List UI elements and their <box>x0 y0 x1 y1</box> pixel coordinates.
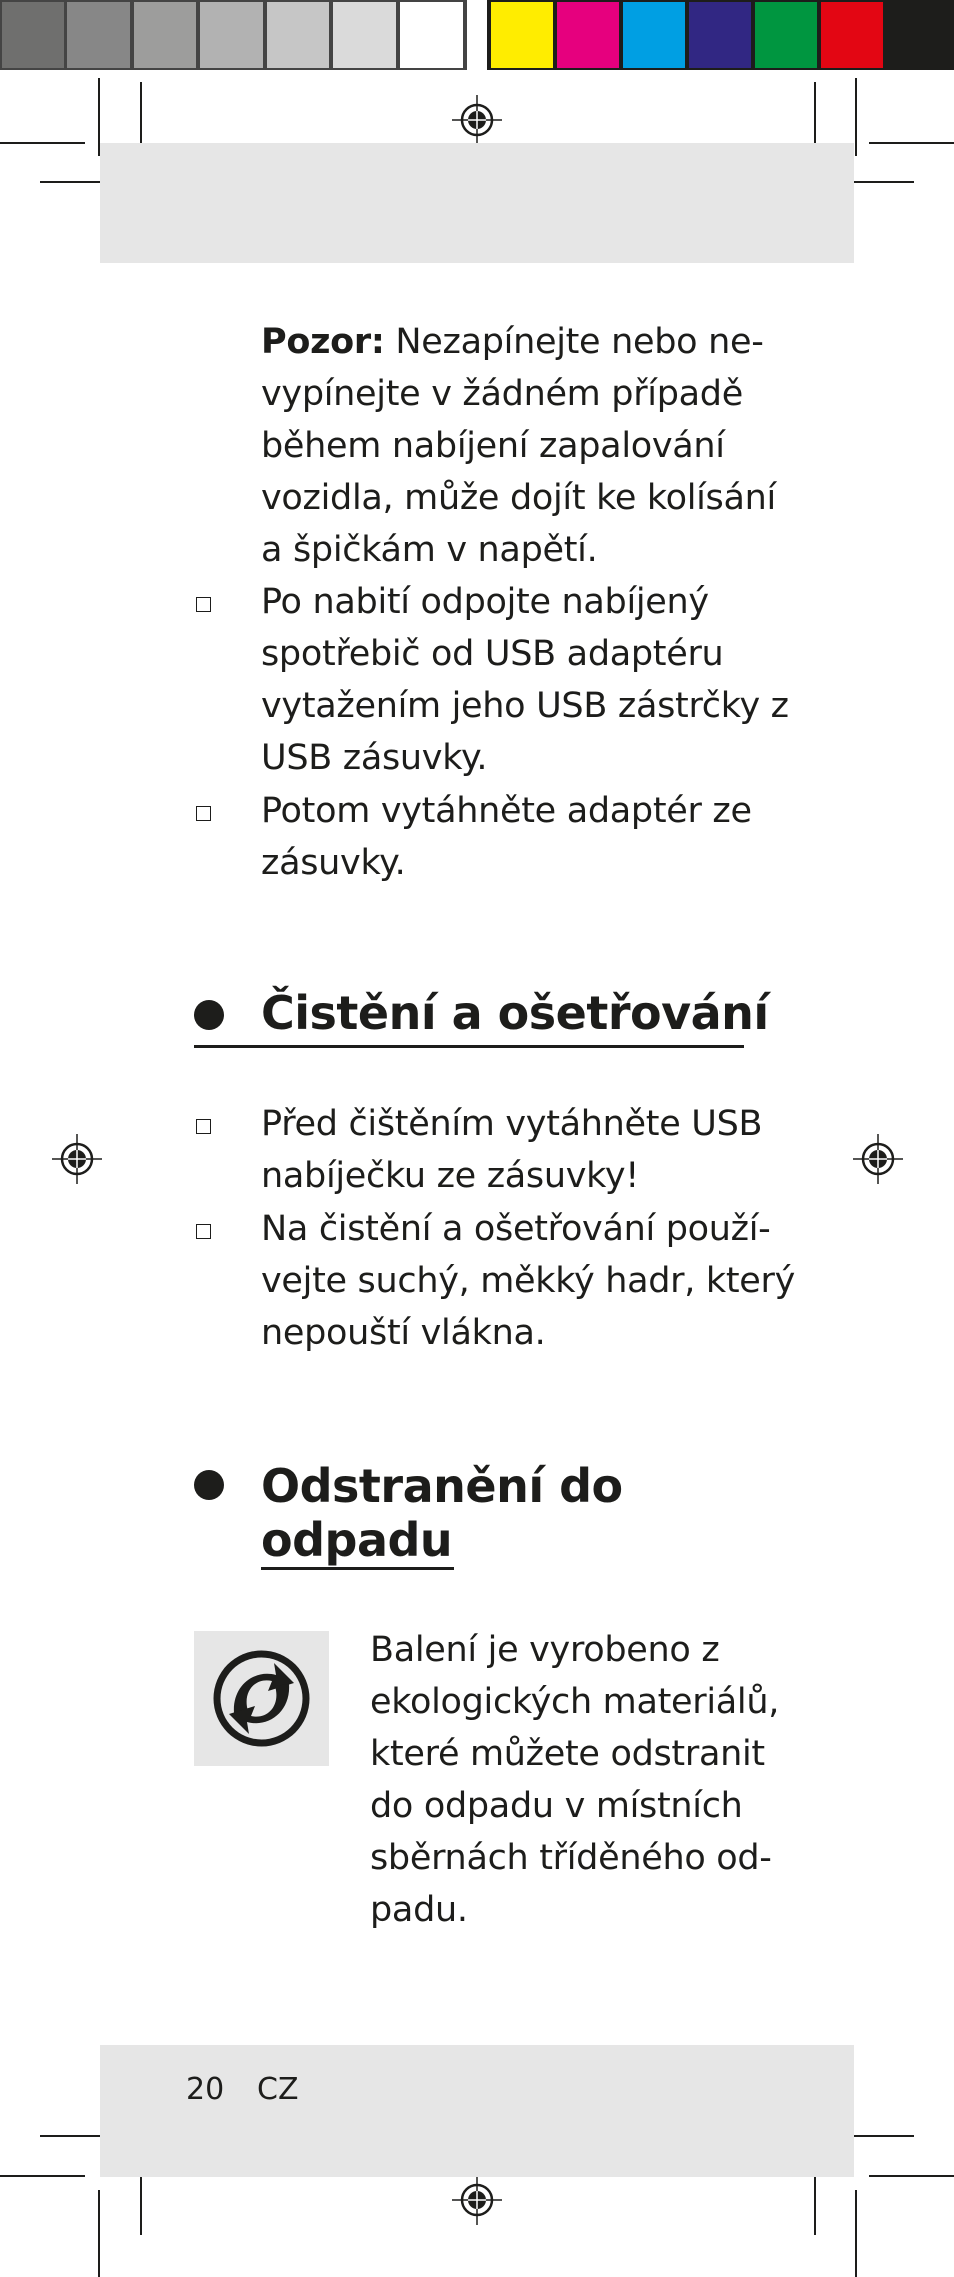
crop-mark <box>869 2175 954 2177</box>
gray-swatch <box>200 2 263 68</box>
text-line: a špičkám v napětí. <box>261 530 598 570</box>
gray-swatch <box>400 2 463 68</box>
text-line: spotřebič od USB adaptéru <box>261 634 724 674</box>
recycling-symbol-icon <box>194 1631 329 1766</box>
registration-mark-icon <box>853 1134 903 1184</box>
blue-swatch <box>689 2 751 68</box>
black-swatch <box>887 2 950 68</box>
page-number: 20 <box>186 2072 225 2107</box>
checkbox-bullet-icon <box>196 1224 211 1239</box>
gray-swatch <box>67 2 130 68</box>
list-item <box>261 576 821 784</box>
list-item <box>261 1098 821 1202</box>
text-line: Před čištěním vytáhněte USB <box>261 1104 763 1144</box>
title-line: Odstranění do <box>261 1459 623 1513</box>
text-line: během nabíjení zapalování <box>261 426 725 466</box>
checkbox-bullet-icon <box>196 806 211 821</box>
text-line: vozidla, může dojít ke kolísání <box>261 478 776 518</box>
registration-mark-icon <box>452 2175 502 2225</box>
section-title-cleaning: Čistění a ošetřování <box>261 986 769 1040</box>
list-item <box>261 1203 821 1359</box>
section-title-disposal <box>261 1459 861 1567</box>
text-line <box>261 316 821 368</box>
checkbox-bullet-icon <box>196 1119 211 1134</box>
grayscale-strip <box>0 0 467 70</box>
text-line: padu. <box>370 1890 468 1930</box>
title-line: odpadu <box>261 1513 453 1567</box>
crop-mark <box>0 142 85 144</box>
title-underline <box>261 1567 454 1570</box>
title-underline <box>194 1045 744 1048</box>
gray-swatch <box>2 2 64 68</box>
gray-swatch <box>267 2 329 68</box>
text-line: vytažením jeho USB zástrčky z <box>261 686 789 726</box>
header-band <box>100 143 854 263</box>
crop-mark <box>0 2175 85 2177</box>
crop-mark <box>855 2190 857 2277</box>
text-fragment: Nezapínejte nebo ne- <box>384 322 764 362</box>
language-code: CZ <box>257 2072 299 2107</box>
color-calibration-bar <box>0 0 954 70</box>
crop-mark <box>855 78 857 156</box>
text-line: ekologických materiálů, <box>370 1682 780 1722</box>
crop-mark <box>814 82 816 152</box>
text-line: vejte suchý, měkký hadr, který <box>261 1261 796 1301</box>
text-line: které můžete odstranit <box>370 1734 765 1774</box>
green-swatch <box>755 2 817 68</box>
warning-paragraph <box>261 316 821 576</box>
text-line: USB zásuvky. <box>261 738 488 778</box>
section-bullet-icon <box>194 1470 224 1500</box>
section-bullet-icon <box>194 1000 224 1030</box>
red-swatch <box>821 2 883 68</box>
footer-band <box>100 2045 854 2177</box>
process-color-strip <box>487 0 954 70</box>
crop-mark <box>140 82 142 152</box>
yellow-swatch <box>491 2 553 68</box>
text-line: nepouští vlákna. <box>261 1313 546 1353</box>
warning-label: Pozor: <box>261 322 385 362</box>
text-line: nabíječku ze zásuvky! <box>261 1156 640 1196</box>
magenta-swatch <box>557 2 619 68</box>
text-line: Potom vytáhněte adaptér ze <box>261 791 752 831</box>
text-line: Na čistění a ošetřování použí- <box>261 1209 771 1249</box>
crop-mark <box>869 142 954 144</box>
crop-mark <box>98 2190 100 2277</box>
cyan-swatch <box>623 2 685 68</box>
checkbox-bullet-icon <box>196 597 211 612</box>
text-line: sběrnách tříděného od- <box>370 1838 772 1878</box>
text-line: zásuvky. <box>261 843 406 883</box>
list-item <box>261 785 821 889</box>
gray-swatch <box>134 2 196 68</box>
registration-mark-icon <box>52 1134 102 1184</box>
text-line: vypínejte v žádném případě <box>261 374 743 414</box>
gray-swatch <box>333 2 396 68</box>
disposal-paragraph <box>370 1624 840 1936</box>
text-line: Po nabití odpojte nabíjený <box>261 582 709 622</box>
registration-mark-icon <box>452 95 502 145</box>
green-dot-recycling-icon <box>194 1631 329 1766</box>
text-line: do odpadu v místních <box>370 1786 743 1826</box>
text-line: Balení je vyrobeno z <box>370 1630 720 1670</box>
